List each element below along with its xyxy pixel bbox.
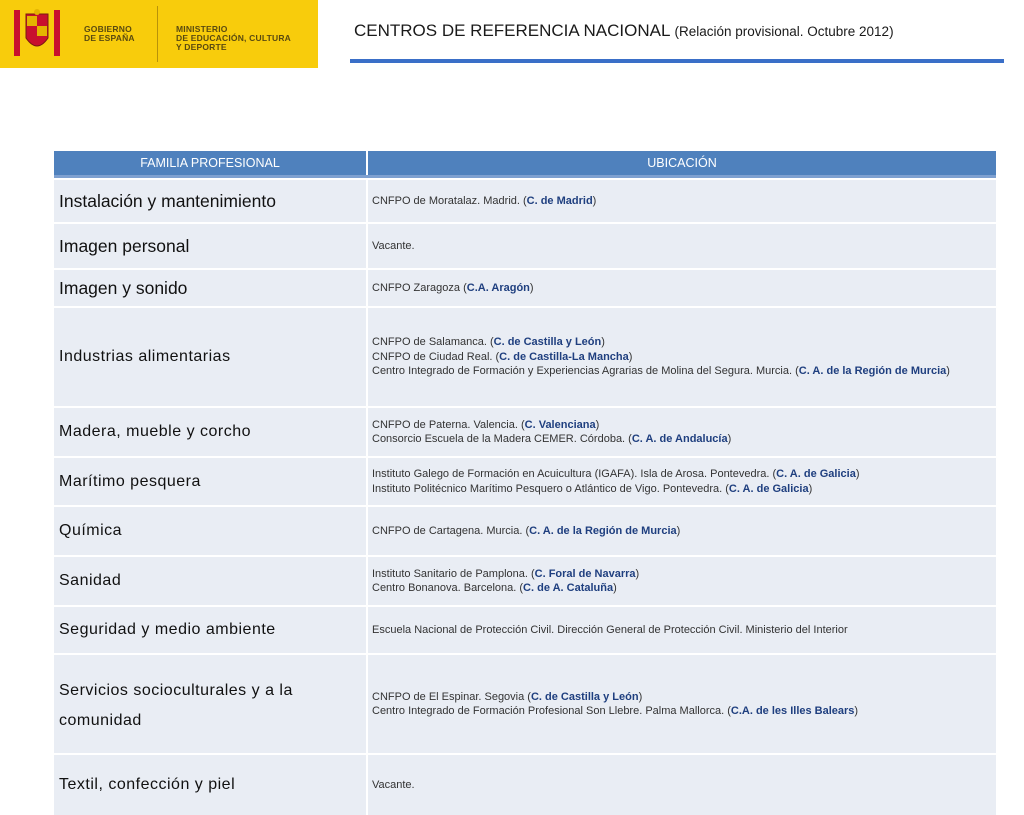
location-line	[372, 281, 534, 296]
region-name: C. Foral de Navarra	[534, 567, 636, 580]
region-name: C. A. de Galicia	[776, 468, 856, 480]
family-cell	[54, 557, 366, 605]
location-line	[372, 524, 680, 539]
family-name: Servicios socioculturales y a la comunidad	[59, 682, 293, 729]
location-text	[372, 524, 680, 539]
center-name: Vacante.	[372, 778, 415, 791]
family-name: Marítimo pesquera	[59, 472, 201, 490]
region-close: )	[613, 582, 617, 594]
table-row	[54, 655, 996, 753]
region-close: )	[592, 194, 597, 207]
family-cell	[54, 308, 366, 406]
location-line	[372, 467, 860, 482]
region-close: )	[808, 482, 813, 495]
region-close: )	[676, 524, 681, 537]
location-line	[372, 364, 950, 379]
table-row	[54, 607, 996, 653]
region-close: )	[601, 336, 605, 349]
location-cell	[368, 180, 996, 222]
location-text	[372, 194, 596, 209]
location-cell	[368, 224, 996, 268]
column-header-family: FAMILIA PROFESIONAL	[54, 151, 366, 175]
region-name: C. A. de la Región de Murcia	[529, 524, 677, 537]
table-row	[54, 270, 996, 306]
center-name: Instituto Sanitario de Pamplona. (	[372, 567, 535, 580]
location-line	[372, 623, 848, 638]
family-cell	[54, 655, 366, 753]
location-line	[372, 690, 858, 705]
region-close: )	[595, 418, 600, 431]
location-text	[372, 567, 639, 596]
region-close: )	[628, 350, 633, 363]
location-line	[372, 567, 639, 582]
region-name: C. de Castilla y León	[530, 690, 639, 703]
center-name: CNFPO de Paterna. Valencia. (	[372, 418, 525, 431]
location-text	[372, 690, 858, 719]
region-close: )	[946, 365, 950, 378]
center-name: CNFPO de Cartagena. Murcia. (	[372, 524, 530, 537]
government-logo	[0, 0, 318, 68]
title-underline	[350, 59, 1004, 63]
family-cell	[54, 180, 366, 222]
location-text	[372, 281, 534, 296]
center-name: Centro Bonanova. Barcelona. (	[372, 582, 524, 594]
region-name: C. A. de Andalucía	[631, 433, 728, 445]
family-name: Industrias alimentarias	[59, 348, 231, 365]
family-name: Madera, mueble y corcho	[59, 423, 252, 440]
table-row	[54, 308, 996, 406]
region-name: C. A. de Galicia	[728, 482, 809, 495]
region-name: C.A. de les Illes Balears	[730, 705, 855, 717]
center-name: Instituto Politécnico Marítimo Pesquero o Atlántico de Vigo. Pontevedra. (	[372, 482, 729, 495]
location-cell	[368, 270, 996, 306]
location-line	[372, 418, 731, 433]
region-close: )	[635, 567, 640, 580]
table-row	[54, 180, 996, 222]
column-header-location: UBICACIÓN	[368, 151, 996, 175]
table-row	[54, 507, 996, 555]
center-name: Escuela Nacional de Protección Civil. Dirección General de Protección Civil. Ministerio del Interior	[372, 623, 848, 636]
location-cell	[368, 308, 996, 406]
region-name: C. de Castilla y León	[493, 336, 602, 349]
region-name: C. Valenciana	[524, 418, 596, 431]
family-name: Instalación y mantenimiento	[59, 190, 276, 211]
logo-divider	[157, 6, 158, 62]
center-name: Vacante.	[372, 239, 415, 252]
table-row	[54, 755, 996, 815]
region-name: C. de Castilla-La Mancha	[499, 350, 629, 363]
location-text	[372, 418, 731, 447]
center-name: CNFPO de Ciudad Real. (	[372, 350, 500, 363]
location-text	[372, 335, 950, 379]
table-row	[54, 408, 996, 456]
center-name: CNFPO de Moratalaz. Madrid. (	[372, 194, 527, 207]
location-line	[372, 350, 950, 365]
table-row	[54, 557, 996, 605]
family-cell	[54, 507, 366, 555]
table-row	[54, 224, 996, 268]
coat-of-arms-icon	[10, 8, 64, 60]
center-name: Centro Integrado de Formación y Experiencias Agrarias de Molina del Segura. Murcia. (	[372, 365, 799, 378]
region-close: )	[854, 705, 859, 717]
family-cell	[54, 458, 366, 505]
center-name: Instituto Galego de Formación en Acuicultura (IGAFA). Isla de Arosa. Pontevedra. (	[372, 468, 777, 480]
center-name: CNFPO de Salamanca. (	[372, 336, 494, 349]
family-name: Sanidad	[59, 572, 122, 589]
header-divider	[54, 175, 996, 178]
region-close: )	[855, 468, 860, 480]
location-line	[372, 482, 860, 497]
location-cell	[368, 655, 996, 753]
family-cell	[54, 755, 366, 815]
family-cell	[54, 607, 366, 653]
location-cell	[368, 755, 996, 815]
location-line	[372, 704, 858, 719]
location-cell	[368, 408, 996, 456]
location-cell	[368, 507, 996, 555]
title-subtitle: (Relación provisional. Octubre 2012)	[674, 24, 894, 39]
center-name: Consorcio Escuela de la Madera CEMER. Córdoba. (	[372, 433, 632, 445]
location-line	[372, 778, 415, 793]
region-name: C. de A. Cataluña	[523, 582, 614, 594]
table-row	[54, 458, 996, 505]
family-cell	[54, 270, 366, 306]
location-text	[372, 467, 860, 496]
center-name: CNFPO de El Espinar. Segovia (	[372, 690, 531, 703]
region-name: C. de Madrid	[526, 194, 593, 207]
location-line	[372, 581, 639, 596]
family-name: Textil, confección y piel	[59, 776, 236, 793]
family-name: Química	[59, 522, 123, 539]
family-name: Imagen y sonido	[59, 277, 188, 298]
location-cell	[368, 607, 996, 653]
region-name: C.A. Aragón	[466, 281, 530, 294]
location-line	[372, 194, 596, 209]
location-text	[372, 778, 415, 793]
region-close: )	[638, 690, 643, 703]
location-text	[372, 239, 415, 254]
location-line	[372, 239, 415, 254]
region-close: )	[727, 433, 732, 445]
location-cell	[368, 557, 996, 605]
government-name: GOBIERNO DE ESPAÑA	[84, 24, 135, 43]
location-line	[372, 335, 950, 350]
region-close: )	[529, 281, 534, 294]
family-name: Imagen personal	[59, 235, 190, 256]
center-name: Centro Integrado de Formación Profesional Son Llebre. Palma Mallorca. (	[372, 705, 731, 717]
region-name: C. A. de la Región de Murcia	[798, 365, 947, 378]
title-main: CENTROS DE REFERENCIA NACIONAL	[354, 21, 671, 40]
location-cell	[368, 458, 996, 505]
location-line	[372, 432, 731, 447]
family-cell	[54, 408, 366, 456]
location-text	[372, 623, 848, 638]
family-cell	[54, 224, 366, 268]
page-title	[354, 21, 894, 41]
family-name: Seguridad y medio ambiente	[59, 621, 276, 638]
center-name: CNFPO Zaragoza (	[372, 281, 467, 294]
ministry-name: MINISTERIO DE EDUCACIÓN, CULTURA Y DEPORTE	[176, 24, 292, 52]
